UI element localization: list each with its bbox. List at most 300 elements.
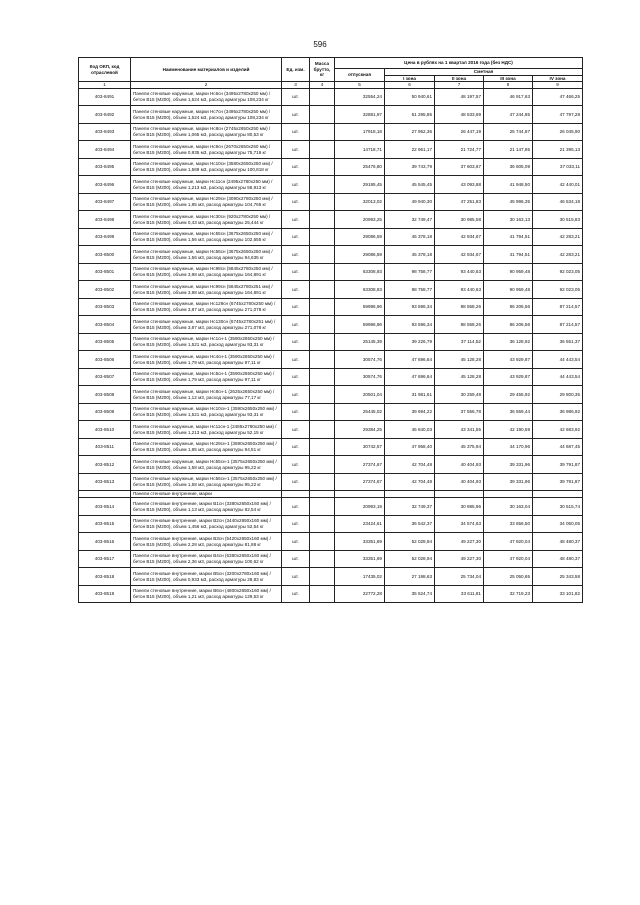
description-cell: Панели стеновые наружные, марки Нс11сн-1 (2485х2780х250 мм) /бетон В15 (М200), объем 1,213 м3, расход арматуры 52,15 кг bbox=[131, 421, 282, 439]
description-cell: Панели стеновые наружные, марки Нс98сн (5845х2780х250 мм) /бетон В15 (М200), объем 3,98 м3, расход арматуры 164,891 кг bbox=[131, 263, 282, 281]
zone-3-price-cell: 41 794,51 bbox=[484, 228, 533, 246]
zone-1-price-cell: 27 952,36 bbox=[385, 123, 435, 141]
zone-4-price-cell: 29 800,35 bbox=[533, 386, 583, 404]
release-price-cell: 22772,28 bbox=[335, 585, 385, 603]
mass-cell bbox=[310, 123, 335, 141]
mass-cell bbox=[310, 550, 335, 568]
zone-1-price-cell: 31 981,61 bbox=[385, 386, 435, 404]
zone-2-price-cell: 48 533,69 bbox=[435, 106, 484, 124]
release-price-cell: 63308,93 bbox=[335, 281, 385, 299]
zone-3-price-cell: 36 559,44 bbox=[484, 403, 533, 421]
description-cell: Панели стеновые наружные, марки Нс8сн-1 (2625х2650х250 мм) /бетон В15 (М200), объем 1,12 м3, расход арматуры 77,17 кг bbox=[131, 386, 282, 404]
table-row bbox=[79, 228, 583, 246]
zone-4-price-cell: 47 466,25 bbox=[533, 88, 583, 106]
zone-2-price-cell: 30 985,96 bbox=[435, 498, 484, 516]
release-price-cell: 29086,59 bbox=[335, 246, 385, 264]
unit-cell: шт. bbox=[282, 106, 310, 124]
index-cell: 7 bbox=[435, 82, 484, 89]
zone-1-price-cell: 45 378,18 bbox=[385, 228, 435, 246]
zone-4-price-cell: 36 986,92 bbox=[533, 403, 583, 421]
mass-cell bbox=[310, 585, 335, 603]
zone-1-price-cell: 42 704,48 bbox=[385, 473, 435, 491]
mass-cell bbox=[310, 515, 335, 533]
table-row bbox=[79, 88, 583, 106]
unit-cell: шт. bbox=[282, 421, 310, 439]
mass-cell bbox=[310, 88, 335, 106]
description-cell: Панели стеновые внутренние, марки В4сн (6380х2650х160 мм) /бетон В15 (М200), объем 2,36 м3, расход арматуры 100,62 кг bbox=[131, 550, 282, 568]
zone-4-price-cell: 39 791,87 bbox=[533, 473, 583, 491]
product-code-cell: 403-8501 bbox=[79, 263, 131, 281]
table-row bbox=[79, 176, 583, 194]
release-price-cell: 27374,67 bbox=[335, 473, 385, 491]
product-code-cell: 403-8507 bbox=[79, 368, 131, 386]
mass-cell bbox=[310, 211, 335, 229]
header-zone-2: II зона bbox=[435, 75, 484, 82]
product-code-cell: 403-8493 bbox=[79, 123, 131, 141]
unit-cell: шт. bbox=[282, 498, 310, 516]
release-price-cell: 32013,02 bbox=[335, 193, 385, 211]
table-row bbox=[79, 123, 583, 141]
product-code-cell: 403-8495 bbox=[79, 158, 131, 176]
zone-3-price-cell: 25 050,65 bbox=[484, 568, 533, 586]
zone-2-price-cell: 88 558,26 bbox=[435, 316, 484, 334]
table-row bbox=[79, 498, 583, 516]
description-cell: Панели стеновые внутренние, марки В2сн (3440х2650х160 мм) /бетон В15 (М200), объем 1,456 м3, расход арматуры 52,54 кг bbox=[131, 515, 282, 533]
table-row bbox=[79, 533, 583, 551]
zone-3-price-cell: 46 917,63 bbox=[484, 88, 533, 106]
mass-cell bbox=[310, 193, 335, 211]
mass-cell bbox=[310, 228, 335, 246]
zone-1-price-cell: 45 545,45 bbox=[385, 176, 435, 194]
zone-1-price-cell: 36 542,37 bbox=[385, 515, 435, 533]
zone-4-price-cell: 42 283,21 bbox=[533, 246, 583, 264]
zone-3-price-cell: 39 331,96 bbox=[484, 456, 533, 474]
zone-4-price-cell: 42 283,21 bbox=[533, 228, 583, 246]
description-cell: Панели стеновые наружные, марки Нс7сн (3495х2780х250 мм) /бетон В15 (М200), объем 1,524 м3, расход арматуры 108,234 кг bbox=[131, 106, 282, 124]
zone-4-price-cell: 87 214,57 bbox=[533, 298, 583, 316]
unit-cell: шт. bbox=[282, 211, 310, 229]
header-zone-1: I зона bbox=[385, 75, 435, 82]
unit-cell: шт. bbox=[282, 515, 310, 533]
mass-cell bbox=[310, 438, 335, 456]
mass-cell bbox=[310, 106, 335, 124]
release-price-cell: 59996,96 bbox=[335, 298, 385, 316]
mass-cell bbox=[310, 281, 335, 299]
table-row bbox=[79, 246, 583, 264]
table-row bbox=[79, 515, 583, 533]
unit-cell: шт. bbox=[282, 88, 310, 106]
zone-2-price-cell: 47 251,83 bbox=[435, 193, 484, 211]
zone-3-price-cell: 36 128,92 bbox=[484, 333, 533, 351]
header-zone-3: III зона bbox=[484, 75, 533, 82]
release-price-cell: 59996,96 bbox=[335, 316, 385, 334]
mass-cell bbox=[310, 456, 335, 474]
zone-3-price-cell: 25 744,87 bbox=[484, 123, 533, 141]
mass-cell bbox=[310, 473, 335, 491]
product-code-cell: 403-8499 bbox=[79, 228, 131, 246]
release-price-cell: 17918,18 bbox=[335, 123, 385, 141]
zone-4-price-cell: 30 515,74 bbox=[533, 498, 583, 516]
index-cell: 6 bbox=[385, 82, 435, 89]
unit-cell: шт. bbox=[282, 176, 310, 194]
mass-cell bbox=[310, 491, 335, 498]
zone-2-price-cell: 42 934,67 bbox=[435, 228, 484, 246]
unit-cell: шт. bbox=[282, 228, 310, 246]
zone-3-price-cell: 47 920,04 bbox=[484, 550, 533, 568]
header-release: отпускная bbox=[335, 69, 385, 82]
zone-2-price-cell: 21 724,77 bbox=[435, 141, 484, 159]
release-price-cell: 23424,61 bbox=[335, 515, 385, 533]
zone-2-price-cell: 26 447,19 bbox=[435, 123, 484, 141]
zone-3-price-cell: 44 170,96 bbox=[484, 438, 533, 456]
zone-1-price-cell: 93 596,34 bbox=[385, 316, 435, 334]
zone-3-price-cell: 30 163,04 bbox=[484, 498, 533, 516]
zone-4-price-cell bbox=[533, 491, 583, 498]
zone-2-price-cell: 45 128,28 bbox=[435, 368, 484, 386]
zone-2-price-cell: 93 440,63 bbox=[435, 281, 484, 299]
table-row bbox=[79, 211, 583, 229]
zone-2-price-cell: 33 611,81 bbox=[435, 585, 484, 603]
release-price-cell: 20993,25 bbox=[335, 211, 385, 229]
zone-1-price-cell: 32 749,47 bbox=[385, 211, 435, 229]
zone-3-price-cell: 39 331,96 bbox=[484, 473, 533, 491]
zone-3-price-cell: 29 455,92 bbox=[484, 386, 533, 404]
zone-3-price-cell: 47 920,04 bbox=[484, 533, 533, 551]
product-code-cell: 403-8494 bbox=[79, 141, 131, 159]
table-row bbox=[79, 158, 583, 176]
zone-4-price-cell: 26 045,90 bbox=[533, 123, 583, 141]
product-code-cell: 403-8505 bbox=[79, 333, 131, 351]
zone-3-price-cell: 36 605,09 bbox=[484, 158, 533, 176]
product-code-cell: 403-8516 bbox=[79, 533, 131, 551]
zone-1-price-cell: 98 758,77 bbox=[385, 281, 435, 299]
release-price-cell: 29086,59 bbox=[335, 228, 385, 246]
zone-2-price-cell: 45 375,94 bbox=[435, 438, 484, 456]
table-row bbox=[79, 550, 583, 568]
mass-cell bbox=[310, 368, 335, 386]
mass-cell bbox=[310, 421, 335, 439]
mass-cell bbox=[310, 386, 335, 404]
header-mass: Масса брутто, кг bbox=[310, 58, 335, 82]
product-code-cell: 403-8512 bbox=[79, 456, 131, 474]
product-code-cell: 403-8515 bbox=[79, 515, 131, 533]
description-cell: Панели стеновые наружные, марки Нс10сн (3580х2650х250 мм) /бетон В15 (М200), объем 1,569 м3, расход арматуры 100,818 кг bbox=[131, 158, 282, 176]
header-unit: Ед. изм. bbox=[282, 58, 310, 82]
table-row bbox=[79, 368, 583, 386]
zone-2-price-cell bbox=[435, 491, 484, 498]
product-code-cell: 403-8502 bbox=[79, 281, 131, 299]
unit-cell: шт. bbox=[282, 533, 310, 551]
product-code-cell: 403-8496 bbox=[79, 176, 131, 194]
zone-3-price-cell: 42 190,59 bbox=[484, 421, 533, 439]
release-price-cell bbox=[335, 491, 385, 498]
zone-4-price-cell: 25 343,58 bbox=[533, 568, 583, 586]
unit-cell: шт. bbox=[282, 298, 310, 316]
zone-4-price-cell: 30 515,83 bbox=[533, 211, 583, 229]
unit-cell: шт. bbox=[282, 351, 310, 369]
description-cell: Панели стеновые наружные, марки Нс130сн (6745х2780х251 мм) /бетон В15 (М200), объем 3,87 м3, расход арматуры 271,078 кг bbox=[131, 316, 282, 334]
product-code-cell: 403-8491 bbox=[79, 88, 131, 106]
product-code-cell: 403-8514 bbox=[79, 498, 131, 516]
release-price-cell: 30742,57 bbox=[335, 438, 385, 456]
zone-2-price-cell: 93 440,63 bbox=[435, 263, 484, 281]
zone-1-price-cell: 22 961,17 bbox=[385, 141, 435, 159]
zone-2-price-cell: 30 259,48 bbox=[435, 386, 484, 404]
product-code-cell: 403-8504 bbox=[79, 316, 131, 334]
zone-2-price-cell: 45 128,28 bbox=[435, 351, 484, 369]
zone-4-price-cell: 34 050,05 bbox=[533, 515, 583, 533]
unit-cell: шт. bbox=[282, 438, 310, 456]
zone-3-price-cell: 90 959,48 bbox=[484, 281, 533, 299]
zone-2-price-cell: 37 603,67 bbox=[435, 158, 484, 176]
zone-2-price-cell: 88 558,26 bbox=[435, 298, 484, 316]
product-code-cell: 403-8497 bbox=[79, 193, 131, 211]
release-price-cell: 25476,80 bbox=[335, 158, 385, 176]
zone-2-price-cell: 25 734,04 bbox=[435, 568, 484, 586]
unit-cell: шт. bbox=[282, 456, 310, 474]
unit-cell: шт. bbox=[282, 473, 310, 491]
mass-cell bbox=[310, 176, 335, 194]
index-cell: 3 bbox=[282, 82, 310, 89]
description-cell: Панели стеновые наружные, марки Нс4сн-1 (3590х2650х250 мм) /бетон В15 (М200), объем 1,79 м3, расход арматуры 97,11 кг bbox=[131, 351, 282, 369]
zone-2-price-cell: 42 934,67 bbox=[435, 246, 484, 264]
unit-cell: шт. bbox=[282, 386, 310, 404]
zone-1-price-cell: 52 028,94 bbox=[385, 533, 435, 551]
description-cell: Панели стеновые наружные, марки Нс10сн-1 (3590х2650х250 мм) /бетон В15 (М200), объем 1,521 м3, расход арматуры 93,31 кг bbox=[131, 403, 282, 421]
release-price-cell: 30574,76 bbox=[335, 351, 385, 369]
description-cell: Панели стеновые наружные, марки Нс55сн (3675х2650х250 мм) /бетон В15 (М200), объем 1,56 м3, расход арматуры 102,655 кг bbox=[131, 228, 282, 246]
release-price-cell: 25145,39 bbox=[335, 333, 385, 351]
release-price-cell: 63308,93 bbox=[335, 263, 385, 281]
zone-1-price-cell: 39 226,79 bbox=[385, 333, 435, 351]
index-cell: 4 bbox=[310, 82, 335, 89]
mass-cell bbox=[310, 246, 335, 264]
index-cell: 8 bbox=[484, 82, 533, 89]
description-cell: Панели стеновые наружные, марки Нс99сн (5845х2780х251 мм) /бетон В15 (М200), объем 3,98 м3, расход арматуры 164,891 кг bbox=[131, 281, 282, 299]
zone-3-price-cell: 47 244,85 bbox=[484, 106, 533, 124]
zone-1-price-cell bbox=[385, 491, 435, 498]
zone-3-price-cell: 32 719,23 bbox=[484, 585, 533, 603]
zone-4-price-cell: 92 023,05 bbox=[533, 281, 583, 299]
description-cell: Панели стеновые наружные, марки Нс55сн-1 (3575х2650х250 мм) /бетон В15 (М200), объем 1,58 м3, расход арматуры 95,22 кг bbox=[131, 456, 282, 474]
mass-cell bbox=[310, 141, 335, 159]
zone-1-price-cell: 39 694,22 bbox=[385, 403, 435, 421]
table-row bbox=[79, 351, 583, 369]
product-code-cell: 403-8518 bbox=[79, 568, 131, 586]
zone-3-price-cell: 33 656,50 bbox=[484, 515, 533, 533]
zone-2-price-cell: 37 556,78 bbox=[435, 403, 484, 421]
product-code-cell: 403-8510 bbox=[79, 421, 131, 439]
column-index-row bbox=[79, 82, 583, 89]
mass-cell bbox=[310, 263, 335, 281]
zone-4-price-cell: 92 023,05 bbox=[533, 263, 583, 281]
table-row bbox=[79, 585, 583, 603]
zone-4-price-cell: 44 443,54 bbox=[533, 351, 583, 369]
table-body bbox=[79, 88, 583, 603]
header-estimate: Сметная bbox=[385, 69, 583, 76]
release-price-cell: 20501,04 bbox=[335, 386, 385, 404]
zone-2-price-cell: 43 093,88 bbox=[435, 176, 484, 194]
release-price-cell: 14718,71 bbox=[335, 141, 385, 159]
zone-4-price-cell: 37 033,11 bbox=[533, 158, 583, 176]
product-code-cell: 403-8492 bbox=[79, 106, 131, 124]
description-cell: Панели стеновые внутренние, марки В3сн (5420х2650х160 мм) /бетон В15 (М200), объем 2,28 м3, расход арматуры 81,88 кг bbox=[131, 533, 282, 551]
zone-3-price-cell: 86 206,56 bbox=[484, 316, 533, 334]
table-row bbox=[79, 473, 583, 491]
zone-1-price-cell: 47 958,40 bbox=[385, 438, 435, 456]
zone-4-price-cell: 44 443,54 bbox=[533, 368, 583, 386]
zone-1-price-cell: 47 696,64 bbox=[385, 368, 435, 386]
description-cell: Панели стеновые наружные, марки Нс30сн (920х2780х250 мм) /бетон В15 (М200), объем 0,43 м3, расход арматуры 25,444 кг bbox=[131, 211, 282, 229]
description-cell: Панели стеновые наружные, марки Нс9сн (2670х2650х250 мм) /бетон В15 (М200), объем 0,935 м3, расход арматуры 75,716 кг bbox=[131, 141, 282, 159]
release-price-cell: 29195,45 bbox=[335, 176, 385, 194]
zone-1-price-cell: 42 704,48 bbox=[385, 456, 435, 474]
unit-cell: шт. bbox=[282, 246, 310, 264]
product-code-cell: 403-8511 bbox=[79, 438, 131, 456]
release-price-cell: 30574,76 bbox=[335, 368, 385, 386]
unit-cell: шт. bbox=[282, 263, 310, 281]
release-price-cell: 29384,25 bbox=[335, 421, 385, 439]
zone-3-price-cell: 21 147,85 bbox=[484, 141, 533, 159]
product-code-cell: 403-8519 bbox=[79, 585, 131, 603]
zone-3-price-cell: 41 948,50 bbox=[484, 176, 533, 194]
zone-3-price-cell: 41 794,51 bbox=[484, 246, 533, 264]
zone-1-price-cell: 27 198,63 bbox=[385, 568, 435, 586]
description-cell: Панели стеновые наружные, марки Нс5сн-1 (3590х2650х250 мм) /бетон В15 (М200), объем 1,79 м3, расход арматуры 97,11 кг bbox=[131, 368, 282, 386]
unit-cell: шт. bbox=[282, 281, 310, 299]
release-price-cell: 32881,97 bbox=[335, 106, 385, 124]
zone-2-price-cell: 37 114,52 bbox=[435, 333, 484, 351]
release-price-cell: 33351,69 bbox=[335, 533, 385, 551]
header-code: Код ОКП, код отраслевой bbox=[79, 58, 131, 82]
release-price-cell: 27374,67 bbox=[335, 456, 385, 474]
table-row bbox=[79, 403, 583, 421]
description-cell: Панели стеновые наружные, марки Нс1сн-1 (3590х2650х250 мм) /бетон В15 (М200), объем 1,521 м3, расход арматуры 93,31 кг bbox=[131, 333, 282, 351]
index-cell: 2 bbox=[131, 82, 282, 89]
table-row bbox=[79, 568, 583, 586]
zone-1-price-cell: 35 524,74 bbox=[385, 585, 435, 603]
zone-2-price-cell: 48 197,57 bbox=[435, 88, 484, 106]
zone-2-price-cell: 43 341,55 bbox=[435, 421, 484, 439]
release-price-cell: 20993,19 bbox=[335, 498, 385, 516]
index-cell: 1 bbox=[79, 82, 131, 89]
table-row bbox=[79, 333, 583, 351]
zone-1-price-cell: 45 840,03 bbox=[385, 421, 435, 439]
zone-1-price-cell: 47 696,64 bbox=[385, 351, 435, 369]
unit-cell: шт. bbox=[282, 123, 310, 141]
unit-cell: шт. bbox=[282, 368, 310, 386]
index-cell: 5 bbox=[335, 82, 385, 89]
description-cell: Панели стеновые наружные, марки Нс56сн-1 (3575х2650х250 мм) /бетон В15 (М200), объем 1,58 м3, расход арматуры 95,22 кг bbox=[131, 473, 282, 491]
zone-4-price-cell: 48 480,37 bbox=[533, 550, 583, 568]
table-row bbox=[79, 106, 583, 124]
product-code-cell: 403-8500 bbox=[79, 246, 131, 264]
zone-4-price-cell: 42 440,01 bbox=[533, 176, 583, 194]
unit-cell: шт. bbox=[282, 141, 310, 159]
description-cell: Панели стеновые наружные, марки Нс8сн (2745х2650х250 мм) /бетон В15 (М200), объем 1,065 м3, расход арматуры 80,53 кг bbox=[131, 123, 282, 141]
table-row bbox=[79, 281, 583, 299]
mass-cell bbox=[310, 333, 335, 351]
description-cell: Панели стеновые наружные, марки Нс29сн-1 (3590х2650х250 мм) /бетон В15 (М200), объем 1,85 м3, расход арматуры 94,51 кг bbox=[131, 438, 282, 456]
mass-cell bbox=[310, 351, 335, 369]
zone-1-price-cell: 51 295,85 bbox=[385, 106, 435, 124]
unit-cell: шт. bbox=[282, 403, 310, 421]
description-cell: Панели стеновые внутренние, марки bbox=[131, 491, 282, 498]
table-row bbox=[79, 193, 583, 211]
unit-cell: шт. bbox=[282, 333, 310, 351]
zone-1-price-cell: 45 378,18 bbox=[385, 246, 435, 264]
zone-4-price-cell: 36 551,37 bbox=[533, 333, 583, 351]
zone-4-price-cell: 87 214,57 bbox=[533, 316, 583, 334]
zone-2-price-cell: 40 404,93 bbox=[435, 456, 484, 474]
description-cell: Панели стеновые наружные, марки Нс29сн (3090х2780х250 мм) /бетон В15 (М200), объем 1,85 м3, расход арматуры 104,765 кг bbox=[131, 193, 282, 211]
zone-1-price-cell: 49 940,30 bbox=[385, 193, 435, 211]
zone-2-price-cell: 34 574,63 bbox=[435, 515, 484, 533]
zone-1-price-cell: 52 028,94 bbox=[385, 550, 435, 568]
description-cell: Панели стеновые наружные, марки Нс11сн (2495х2780х250 мм) /бетон В15 (М200), объем 1,213 м3, расход арматуры 58,913 кг bbox=[131, 176, 282, 194]
release-price-cell: 17435,02 bbox=[335, 568, 385, 586]
product-code-cell: 403-8517 bbox=[79, 550, 131, 568]
product-code-cell: 403-8506 bbox=[79, 351, 131, 369]
header-name: Наименование материалов и изделий bbox=[131, 58, 282, 82]
zone-3-price-cell: 86 206,56 bbox=[484, 298, 533, 316]
description-cell: Панели стеновые внутренние, марки В1сн (3380х2650х160 мм) /бетон В15 (М200), объем 1,13 м3, расход арматуры 82,54 кг bbox=[131, 498, 282, 516]
zone-4-price-cell: 46 534,18 bbox=[533, 193, 583, 211]
unit-cell: шт. bbox=[282, 316, 310, 334]
zone-1-price-cell: 93 596,34 bbox=[385, 298, 435, 316]
table-row bbox=[79, 456, 583, 474]
description-cell: Панели стеновые наружные, марки Нс56сн (3675х2650х250 мм) /бетон В15 (М200), объем 1,56 м3, расход арматуры 94,635 кг bbox=[131, 246, 282, 264]
zone-2-price-cell: 30 985,58 bbox=[435, 211, 484, 229]
table-row bbox=[79, 263, 583, 281]
unit-cell: шт. bbox=[282, 193, 310, 211]
zone-3-price-cell: 43 929,87 bbox=[484, 351, 533, 369]
index-cell: 9 bbox=[533, 82, 583, 89]
product-code-cell: 403-8513 bbox=[79, 473, 131, 491]
zone-1-price-cell: 39 743,79 bbox=[385, 158, 435, 176]
product-code-cell: 403-8508 bbox=[79, 386, 131, 404]
release-price-cell: 33351,69 bbox=[335, 550, 385, 568]
zone-3-price-cell: 90 959,48 bbox=[484, 263, 533, 281]
header-price: Цена в рублях на 1 квартал 2016 года (без НДС) bbox=[335, 58, 583, 69]
zone-2-price-cell: 49 227,30 bbox=[435, 550, 484, 568]
zone-1-price-cell: 98 758,77 bbox=[385, 263, 435, 281]
description-cell: Панели стеновые наружные, марки Нс129сн (6745х2780х250 мм) /бетон В15 (М200), объем 3,87 м3, расход арматуры 271,078 кг bbox=[131, 298, 282, 316]
mass-cell bbox=[310, 533, 335, 551]
table-row bbox=[79, 491, 583, 498]
product-code-cell: 403-8503 bbox=[79, 298, 131, 316]
zone-3-price-cell: 45 996,35 bbox=[484, 193, 533, 211]
release-price-cell: 32554,24 bbox=[335, 88, 385, 106]
description-cell: Панели стеновые внутренние, марки В6сн (4800х2650х160 мм) /бетон В15 (М200), объем 1,21 м3, расход арматуры 129,53 кг bbox=[131, 585, 282, 603]
mass-cell bbox=[310, 298, 335, 316]
zone-4-price-cell: 48 480,37 bbox=[533, 533, 583, 551]
zone-3-price-cell: 43 929,87 bbox=[484, 368, 533, 386]
zone-3-price-cell bbox=[484, 491, 533, 498]
zone-1-price-cell: 50 940,61 bbox=[385, 88, 435, 106]
description-cell: Панели стеновые внутренние, марки В5сн (3200х2780х160 мм) /бетон В15 (М200), объем 0,933 м3, расход арматуры 28,83 кг bbox=[131, 568, 282, 586]
mass-cell bbox=[310, 316, 335, 334]
table-row bbox=[79, 386, 583, 404]
release-price-cell: 25445,02 bbox=[335, 403, 385, 421]
product-code-cell bbox=[79, 491, 131, 498]
zone-4-price-cell: 42 683,92 bbox=[533, 421, 583, 439]
unit-cell: шт. bbox=[282, 568, 310, 586]
zone-1-price-cell: 32 749,37 bbox=[385, 498, 435, 516]
description-cell: Панели стеновые наружные, марки Нс6сн (3495х2780х250 мм) /бетон В15 (М200), объем 1,524 м3, расход арматуры 108,234 кг bbox=[131, 88, 282, 106]
zone-4-price-cell: 44 687,45 bbox=[533, 438, 583, 456]
zone-2-price-cell: 49 227,30 bbox=[435, 533, 484, 551]
